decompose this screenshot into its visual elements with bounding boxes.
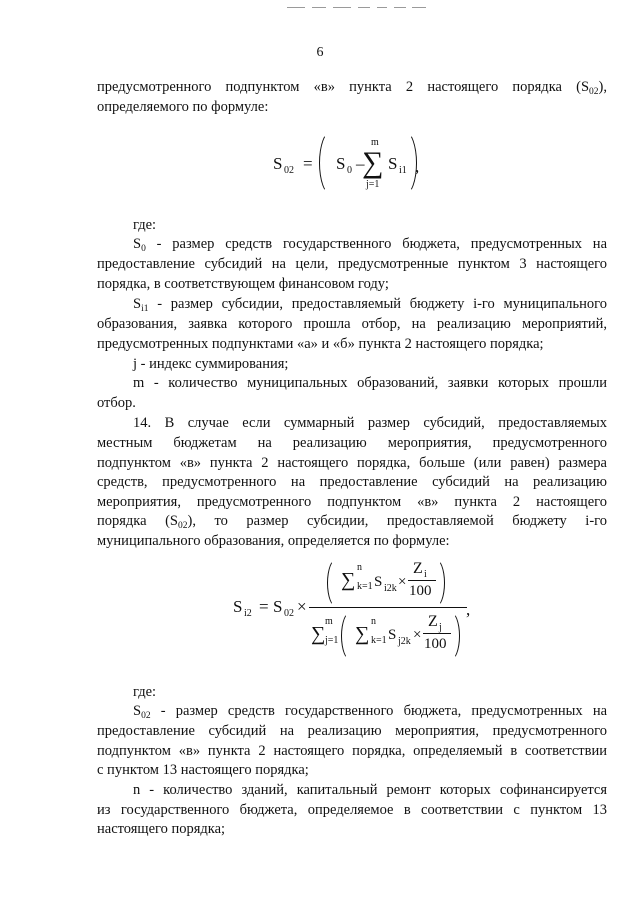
paragraph-line: средств, предусмотренного на предоставление субсидий на реализацию	[97, 474, 607, 490]
header-rule	[333, 7, 351, 8]
def-m: m - количество муниципальных образований, заявки которых прошли	[133, 375, 607, 391]
def-j: j - индекс суммирования;	[133, 356, 289, 372]
paragraph-line: определяемого по формуле:	[97, 99, 269, 115]
paragraph-line: предоставление субсидий на цели, предусмотренные пунктом 3 настоящего	[97, 256, 607, 272]
header-rule	[358, 7, 370, 8]
paragraph-line: с пунктом 13 настоящего порядка;	[97, 762, 309, 778]
def-n: n - количество зданий, капитальный ремонт которых софинансируется	[133, 782, 607, 798]
paragraph-line: мероприятия, предусмотренного подпунктом «в» пункта 2 настоящего	[97, 494, 607, 510]
def-s0: $S_0$ - размер средств государственного бюджета, предусмотренных на	[133, 236, 608, 254]
where-label: где:	[133, 684, 157, 700]
paragraph-line: отбор.	[97, 395, 136, 411]
header-rule	[412, 7, 426, 8]
paragraph-14: 14. В случае если суммарный размер субсидий, предоставляемых	[133, 415, 607, 431]
paragraph-line: подпунктом «в» пункта 2 настоящего порядка, определяемый в соответствии	[97, 743, 607, 759]
header-rule	[394, 7, 406, 8]
paragraph-line: подпунктом «в» пункта 2 настоящего порядка, больше (или равен) размера	[97, 455, 607, 471]
def-s02: $S_{02}$ - размер средств государственного бюджета, предусмотренных на	[133, 703, 608, 721]
header-rule	[312, 7, 326, 8]
paragraph-line: местным бюджетам на реализацию мероприятия, предусмотренного	[97, 435, 607, 451]
paragraph-line: образования, заявка которого прошла отбор, на реализацию мероприятий,	[97, 316, 607, 332]
paragraph-line: порядка $(S_{02})$, то размер субсидии, предоставляемой бюджету i-го	[97, 513, 607, 531]
paragraph-line: настоящего порядка;	[97, 821, 226, 837]
paragraph-line: предусмотренного подпунктом «в» пункта 2 настоящего порядка $(S_{02})$,	[97, 79, 607, 97]
header-rule	[377, 7, 387, 8]
paragraph-line: из государственного бюджета, определяемое в соответствии с пунктом 13	[97, 802, 607, 818]
paragraph-line: предусмотренных подпунктами «а» и «б» пункта 2 настоящего порядка;	[97, 336, 544, 352]
where-label: где:	[133, 217, 157, 233]
paragraph-line: порядка, в соответствующем финансовом году;	[97, 276, 389, 292]
paragraph-line: предоставление субсидий на реализацию мероприятия, предусмотренного	[97, 723, 607, 739]
def-si1: $S_{i1}$ - размер субсидии, предоставляемый бюджету i-го муниципального	[133, 296, 607, 314]
header-rule	[287, 7, 305, 8]
page-number: 6	[316, 45, 324, 60]
paragraph-line: муниципального образования, определяется по формуле:	[97, 533, 450, 549]
